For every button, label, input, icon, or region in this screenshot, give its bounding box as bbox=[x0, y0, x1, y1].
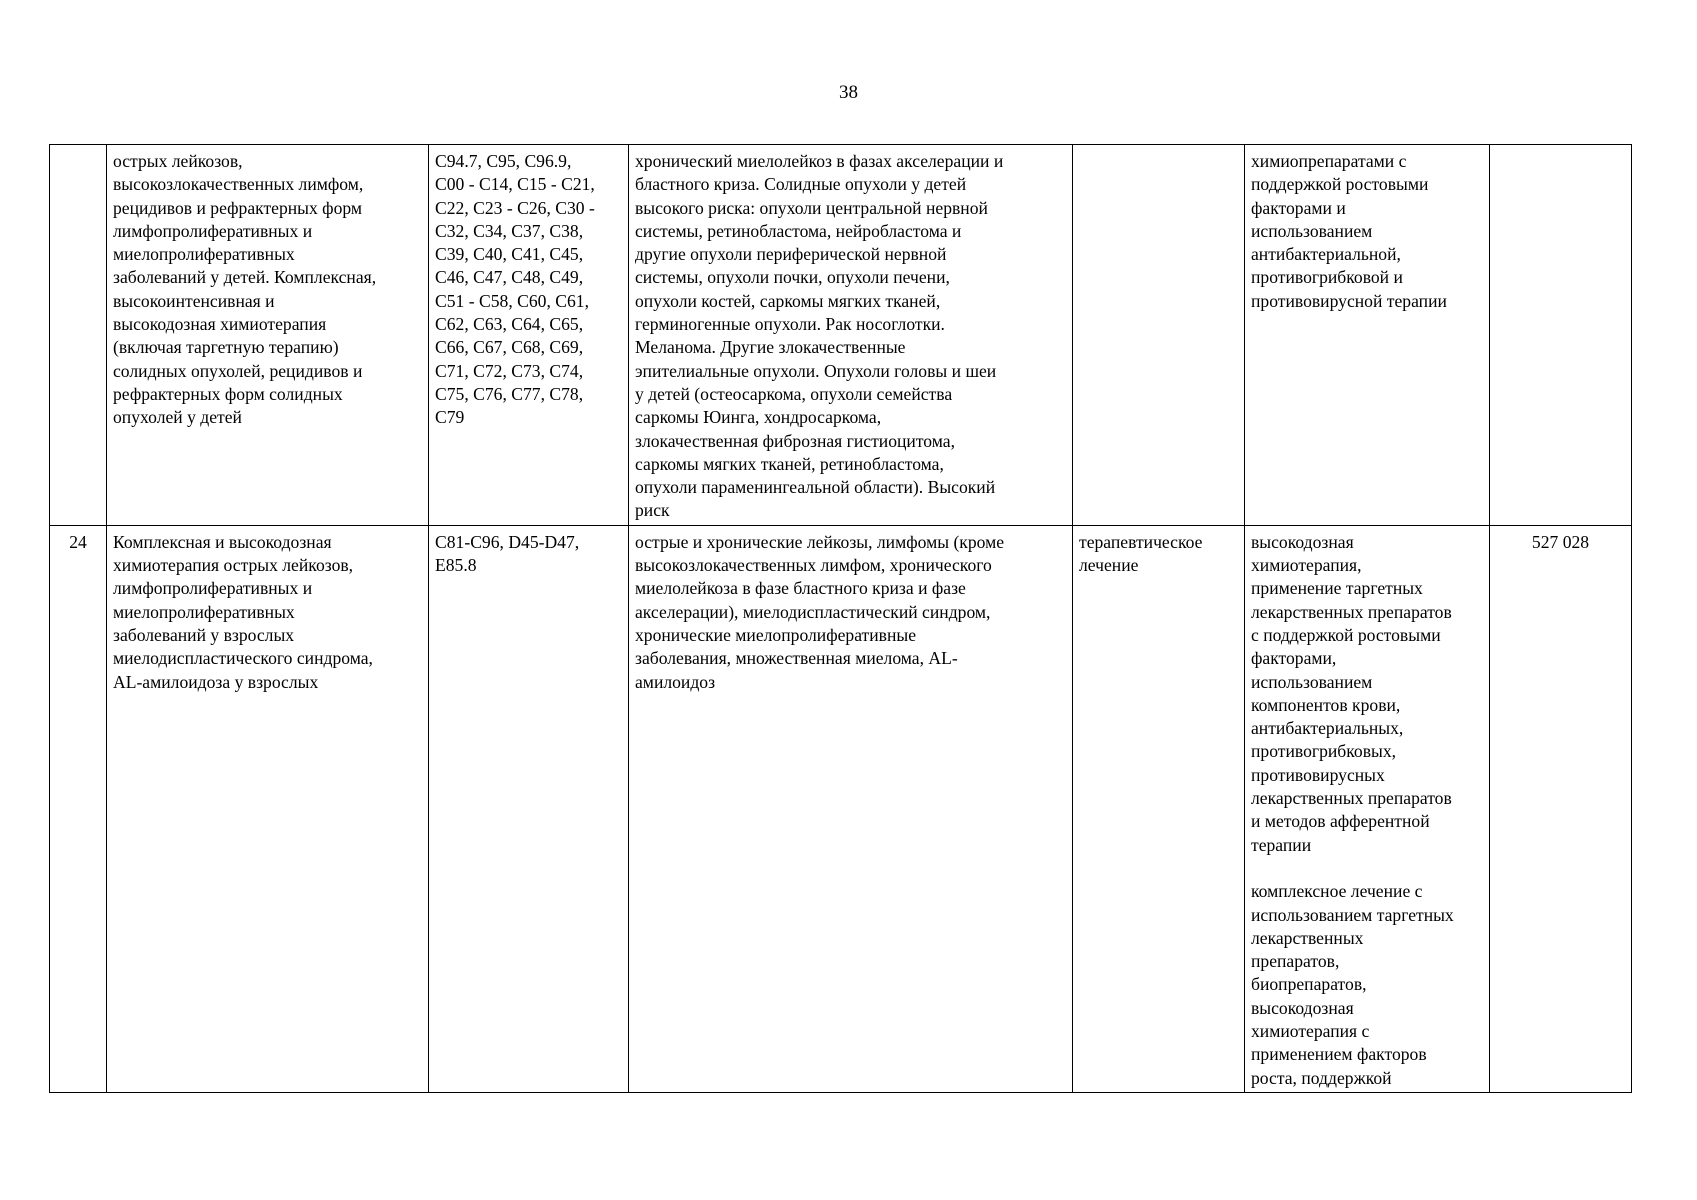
procedures-table bbox=[49, 144, 1632, 1093]
treatment-type-cell bbox=[1073, 145, 1245, 526]
treatment-method-cell bbox=[1245, 525, 1490, 1092]
procedure-name-cell: острых лейкозов, высокозлокачественных лимфом, рецидивов и рефрактерных форм лимфопролиферативных и миелопролиферативных заболеваний у детей. Комплексная, высокоинтенсивная и высокодозная химиотерапия (включая таргетную терапию) солидных опухолей, рецидивов и рефрактерных форм солидных опухолей у детей bbox=[107, 145, 429, 526]
cost-cell bbox=[1490, 145, 1632, 526]
icd-codes-cell: C94.7, C95, C96.9, C00 - C14, C15 - C21, C22, C23 - C26, C30 - C32, C34, C37, C38, C39, C40, C41, C45, C46, C47, C48, C49, C51 - C58, C60, C61, C62, C63, C64, C65, C66, C67, C68, C69, C71, C72, C73, C74, C75, C76, C77, C78, C79 bbox=[429, 145, 629, 526]
treatment-method-extra-text: комплексное лечение с использованием таргетных лекарственных препаратов, биопрепаратов, высокодозная химиотерапия с применением факторов роста, поддержкой bbox=[1251, 881, 1454, 1088]
table-row bbox=[50, 525, 1632, 1092]
procedure-name-cell: Комплексная и высокодозная химиотерапия острых лейкозов, лимфопролиферативных и миелопролиферативных заболеваний у взрослых миелодиспластического синдрома, AL-амилоидоза у взрослых bbox=[107, 525, 429, 1092]
patient-model-cell: острые и хронические лейкозы, лимфомы (кроме высокозлокачественных лимфом, хронического миелолейкоза в фазе бластного криза и фазе акселерации), миелодиспластический синдром, хронические миелопролиферативные заболевания, множественная миелома, AL- амилоидоз bbox=[629, 525, 1073, 1092]
page-number: 38 bbox=[839, 82, 858, 103]
treatment-method-text: высокодозная химиотерапия, применение таргетных лекарственных препаратов с поддержкой ростовыми факторами, использованием компонентов крови, антибактериальных, противогрибковых, противовирусных лекарственных препаратов и методов афферентной терапии bbox=[1251, 531, 1452, 855]
icd-codes-cell: C81-C96, D45-D47, E85.8 bbox=[429, 525, 629, 1092]
patient-model-cell: хронический миелолейкоз в фазах акселерации и бластного криза. Солидные опухоли у детей высокого риска: опухоли центральной нервной системы, ретинобластома, нейробластома и другие опухоли периферической нервной системы, опухоли почки, опухоли печени, опухоли костей, саркомы мягких тканей, герминогенные опухоли. Рак носоглотки. Меланома. Другие злокачественные эпителиальные опухоли. Опухоли головы и шеи у детей (остеосаркома, опухоли семейства саркомы Юинга, хондросаркома, злокачественная фиброзная гистиоцитома, саркомы мягких тканей, ретинобластома, опухоли параменингеальной области). Высокий риск bbox=[629, 145, 1073, 526]
treatment-method-text: химиопрепаратами с поддержкой ростовыми факторами и использованием антибактериальной, противогрибковой и противовирусной терапии bbox=[1251, 151, 1447, 311]
row-number-cell bbox=[50, 145, 107, 526]
treatment-method-cell bbox=[1245, 145, 1490, 526]
row-number-cell: 24 bbox=[50, 525, 107, 1092]
treatment-type-cell: терапевтическое лечение bbox=[1073, 525, 1245, 1092]
cost-cell: 527 028 bbox=[1490, 525, 1632, 1092]
paragraph-gap bbox=[1251, 857, 1483, 880]
table-row bbox=[50, 145, 1632, 526]
